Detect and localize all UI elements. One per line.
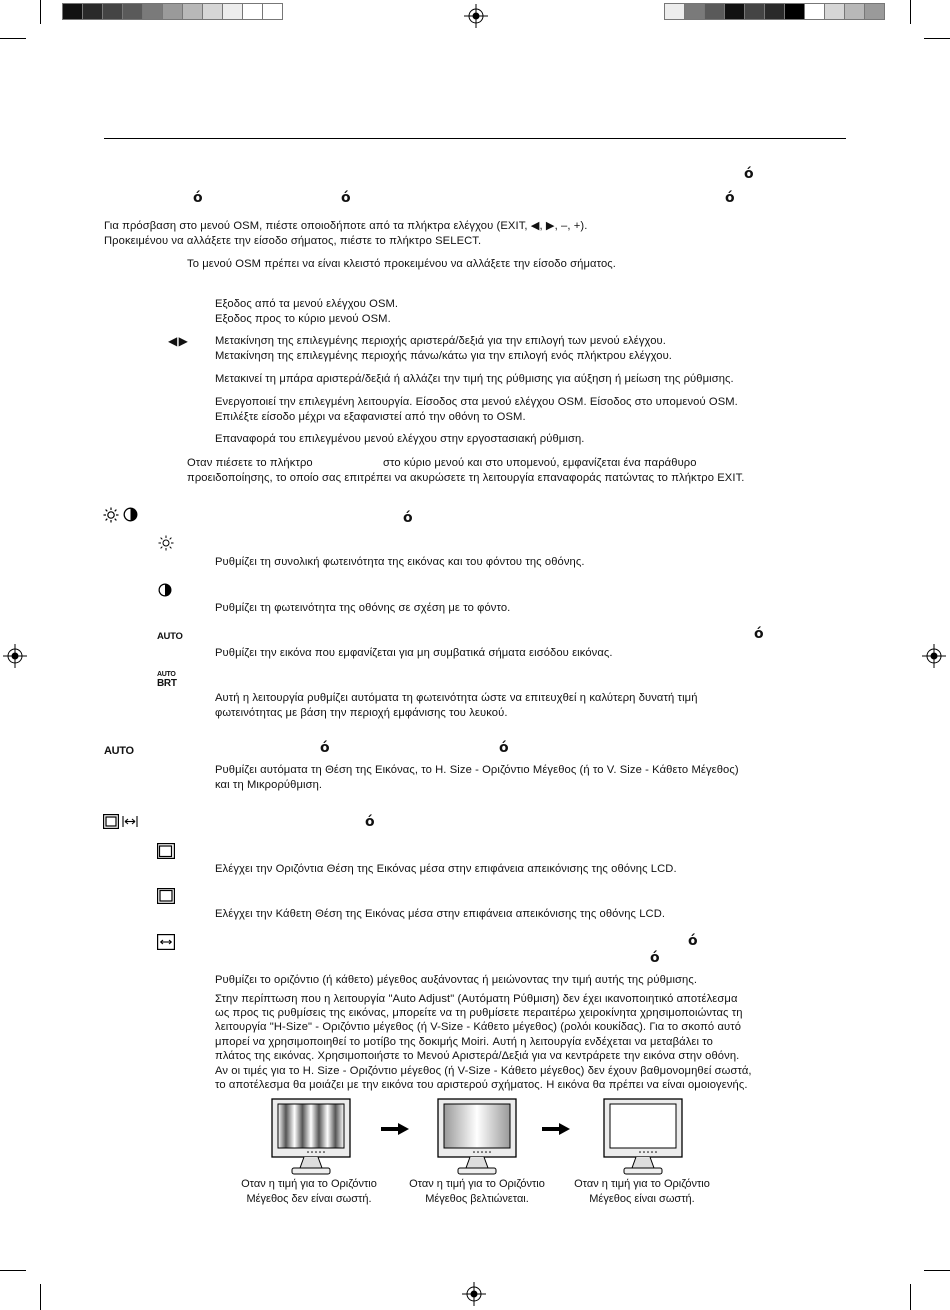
gray-swatch [704, 3, 725, 20]
horizontal-size-desc: Ρυθμίζει το οριζόντιο (ή κάθετο) μέγεθος αυξάνοντας ή μειώνοντας την τιμή αυτής της ρύθμισης. [215, 974, 698, 986]
reset-desc: Επαναφορά του επιλεγμένου μενού ελέγχου στην εργοστασιακή ρύθμιση. [215, 433, 585, 445]
gray-swatch [764, 3, 785, 20]
gray-swatch [162, 3, 183, 20]
color-bar-right [664, 0, 888, 24]
gray-swatch [684, 3, 705, 20]
glyph-mark: ό [341, 190, 351, 206]
figure-caption-line: Οταν η τιμή για το Οριζόντιο [409, 1178, 545, 1190]
vertical-position-desc: Ελέγχει την Κάθετη Θέση της Εικόνας μέσα στην επιφάνεια απεικόνισης της οθόνης LCD. [215, 908, 666, 920]
select-desc-1: Ενεργοποιεί την επιλεγμένη λειτουργία. Είσοδος στα μενού ελέγχου OSM. Είσοδος στο υπομενού OSM. [215, 396, 738, 408]
reset-note-2: προειδοποίησης, το οποίο σας επιτρέπει να ακυρώσετε τη λειτουργία επαναφοράς πατώντας το πλήκτρο EXIT. [187, 472, 745, 484]
gray-swatch [804, 3, 825, 20]
hsize-para-3: λειτουργία "H-Size" - Οριζόντιο μέγεθος (ή V-Size - Κάθετο μέγεθος) (ρολόι κουκίδας). Για το σκοπό αυτό [215, 1021, 742, 1033]
horizontal-size-icon [157, 934, 175, 950]
auto-brightness-label-top: AUTO [157, 671, 176, 678]
intro-note: Το μενού OSM πρέπει να είναι κλειστό προκειμένου να αλλάξετε την είσοδο σήματος. [187, 258, 616, 270]
arrows-desc-2: Μετακίνηση της επιλεγμένης περιοχής πάνω/κάτω για την επιλογή ενός πλήκτρου ελέγχου. [215, 350, 672, 362]
glyph-mark: ό [754, 626, 764, 642]
gray-swatch [724, 3, 745, 20]
image-size-icon [122, 814, 138, 829]
glyph-mark: ό [688, 933, 698, 949]
glyph-mark: ό [725, 190, 735, 206]
gray-swatch [242, 3, 263, 20]
registration-mark-icon [464, 4, 488, 28]
gray-swatch [82, 3, 103, 20]
figure-caption-line: Οταν η τιμή για το Οριζόντιο [241, 1178, 377, 1190]
crop-mark [40, 0, 41, 24]
hsize-para-4: μπορεί να χρησιμοποιηθεί το μοτίβο της δοκιμής Moiri. Αυτή η λειτουργία ενδέχεται να μεταβάλει το [215, 1036, 713, 1048]
horizontal-position-icon [157, 843, 175, 859]
hsize-para-1: Στην περίπτωση που η λειτουργία "Auto Adjust" (Αυτόματη Ρύθμιση) δεν έχει ικανοποιητικό αποτέλεσμα [215, 993, 738, 1005]
exit-desc-2: Εξοδος προς το κύριο μενού OSM. [215, 313, 391, 325]
header-rule [104, 138, 846, 139]
figure-caption-line: Μέγεθος είναι σωστή. [589, 1192, 695, 1205]
glyph-mark: ό [320, 740, 330, 756]
brightness-desc: Ρυθμίζει τη συνολική φωτεινότητα της εικόνας και του φόντου της οθόνης. [215, 556, 585, 568]
select-desc-2: Επιλέξτε είσοδο μέχρι να εξαφανιστεί από την οθόνη το OSM. [215, 411, 526, 423]
glyph-mark: ό [744, 166, 754, 182]
reset-note-a: Οταν πιέσετε το πλήκτρο [187, 457, 313, 469]
auto-adjust-desc-1: Ρυθμίζει αυτόματα τη Θέση της Εικόνας, το H. Size - Οριζόντιο Μέγεθος (ή το V. Size - Κάθετο Μέγεθος) [215, 764, 739, 776]
glyph-mark: ό [365, 814, 375, 830]
gray-swatch [784, 3, 805, 20]
hsize-para-5: πλάτος της εικόνας. Χρησιμοποιήστε το Μενού Αριστερά/Δεξιά για να κεντράρετε την εικόνα στην οθόνη. [215, 1050, 740, 1062]
monitor-illustration-correct [602, 1097, 684, 1177]
gray-swatch [142, 3, 163, 20]
hsize-para-2: ως προς τις ρυθμίσεις της εικόνας, μπορείτε να τη ρυθμίσετε περαιτέρω χειροκίνητα χρησιμοποιώντας τη [215, 1007, 743, 1019]
hsize-para-6: Αν οι τιμές για το H. Size - Οριζόντιο μέγεθος (ή V-Size - Κάθετο μέγεθος) δεν έχουν βαθμονομηθεί σωστά, [215, 1065, 752, 1077]
gray-swatch [664, 3, 685, 20]
color-bar-left [62, 0, 284, 24]
contrast-icon [123, 507, 138, 522]
image-position-icon [103, 814, 119, 829]
vertical-position-icon [157, 888, 175, 904]
figure-caption [557, 1177, 727, 1206]
registration-mark-icon [922, 644, 946, 668]
arrow-right-icon [381, 1123, 409, 1135]
auto-brightness-desc-2: φωτεινότητας με βάση την περιοχή εμφάνισης του λευκού. [215, 707, 508, 719]
crop-mark [0, 1270, 26, 1271]
auto-contrast-desc: Ρυθμίζει την εικόνα που εμφανίζεται για μη συμβατικά σήματα εισόδου εικόνας. [215, 647, 613, 659]
gray-swatch [202, 3, 223, 20]
gray-swatch [864, 3, 885, 20]
crop-mark [910, 0, 911, 24]
gray-swatch [182, 3, 203, 20]
gray-swatch [62, 3, 83, 20]
gray-swatch [262, 3, 283, 20]
gray-swatch [744, 3, 765, 20]
glyph-mark: ό [403, 510, 413, 526]
brightness-icon [158, 535, 174, 551]
gray-swatch [844, 3, 865, 20]
contrast-icon [158, 583, 172, 597]
crop-mark [924, 1270, 950, 1271]
arrows-desc-1: Μετακίνηση της επιλεγμένης περιοχής αριστερά/δεξιά για την επιλογή των μενού ελέγχου. [215, 335, 666, 347]
reset-note-b: στο κύριο μενού και στο υπομενού, εμφανίζεται ένα παράθυρο [383, 457, 697, 469]
intro-line-1: Για πρόσβαση στο μενού OSM, πιέστε οποιοδήποτε από τα πλήκτρα ελέγχου (EXIT, ◀, ▶, –, +). [104, 220, 588, 232]
glyph-mark: ό [193, 190, 203, 206]
auto-brightness-label-bottom: BRT [157, 678, 177, 689]
registration-mark-icon [462, 1282, 486, 1306]
gray-swatch [824, 3, 845, 20]
gray-swatch [122, 3, 143, 20]
figure-caption-line: Μέγεθος βελτιώνεται. [425, 1192, 529, 1205]
figure-caption [392, 1177, 562, 1206]
crop-mark [0, 38, 26, 39]
glyph-mark: ό [499, 740, 509, 756]
crop-mark [924, 38, 950, 39]
monitor-illustration-improving [436, 1097, 518, 1177]
intro-line-2: Προκειμένου να αλλάξετε την είσοδο σήματος, πιέστε το πλήκτρο SELECT. [104, 235, 482, 247]
auto-brightness-desc-1: Αυτή η λειτουργία ρυθμίζει αυτόματα τη φωτεινότητα ώστε να επιτευχθεί η καλύτερη δυνατή τιμή [215, 692, 698, 704]
contrast-desc: Ρυθμίζει τη φωτεινότητα της οθόνης σε σχέση με το φόντο. [215, 602, 511, 614]
crop-mark [40, 1284, 41, 1310]
crop-mark [910, 1284, 911, 1310]
gray-swatch [102, 3, 123, 20]
auto-adjust-icon: AUTO [104, 745, 134, 757]
auto-adjust-desc-2: και τη Μικρορύθμιση. [215, 779, 323, 791]
registration-mark-icon [3, 644, 27, 668]
gray-swatch [222, 3, 243, 20]
exit-desc-1: Εξοδος από τα μενού ελέγχου OSM. [215, 298, 399, 310]
left-right-arrows-icon: ◀ ▶ [168, 334, 187, 348]
hsize-para-7: το αποτέλεσμα θα μοιάζει με την εικόνα του αριστερού σχήματος. Η εικόνα θα πρέπει να είναι ομοιογενής. [215, 1079, 748, 1091]
arrow-right-icon [542, 1123, 570, 1135]
monitor-illustration-incorrect [270, 1097, 352, 1177]
figure-caption-line: Οταν η τιμή για το Οριζόντιο [574, 1178, 710, 1190]
glyph-mark: ό [650, 950, 660, 966]
brightness-icon [103, 507, 119, 523]
auto-brightness-icon [157, 671, 179, 691]
minus-plus-desc: Μετακινεί τη μπάρα αριστερά/δεξιά ή αλλάζει την τιμή της ρύθμισης για αύξηση ή μείωση της ρύθμισης. [215, 373, 734, 385]
figure-caption-line: Μέγεθος δεν είναι σωστή. [246, 1192, 372, 1205]
horizontal-position-desc: Ελέγχει την Οριζόντια Θέση της Εικόνας μέσα στην επιφάνεια απεικόνισης της οθόνης LCD. [215, 863, 677, 875]
auto-contrast-icon: AUTO [157, 631, 183, 642]
figure-caption [224, 1177, 394, 1206]
